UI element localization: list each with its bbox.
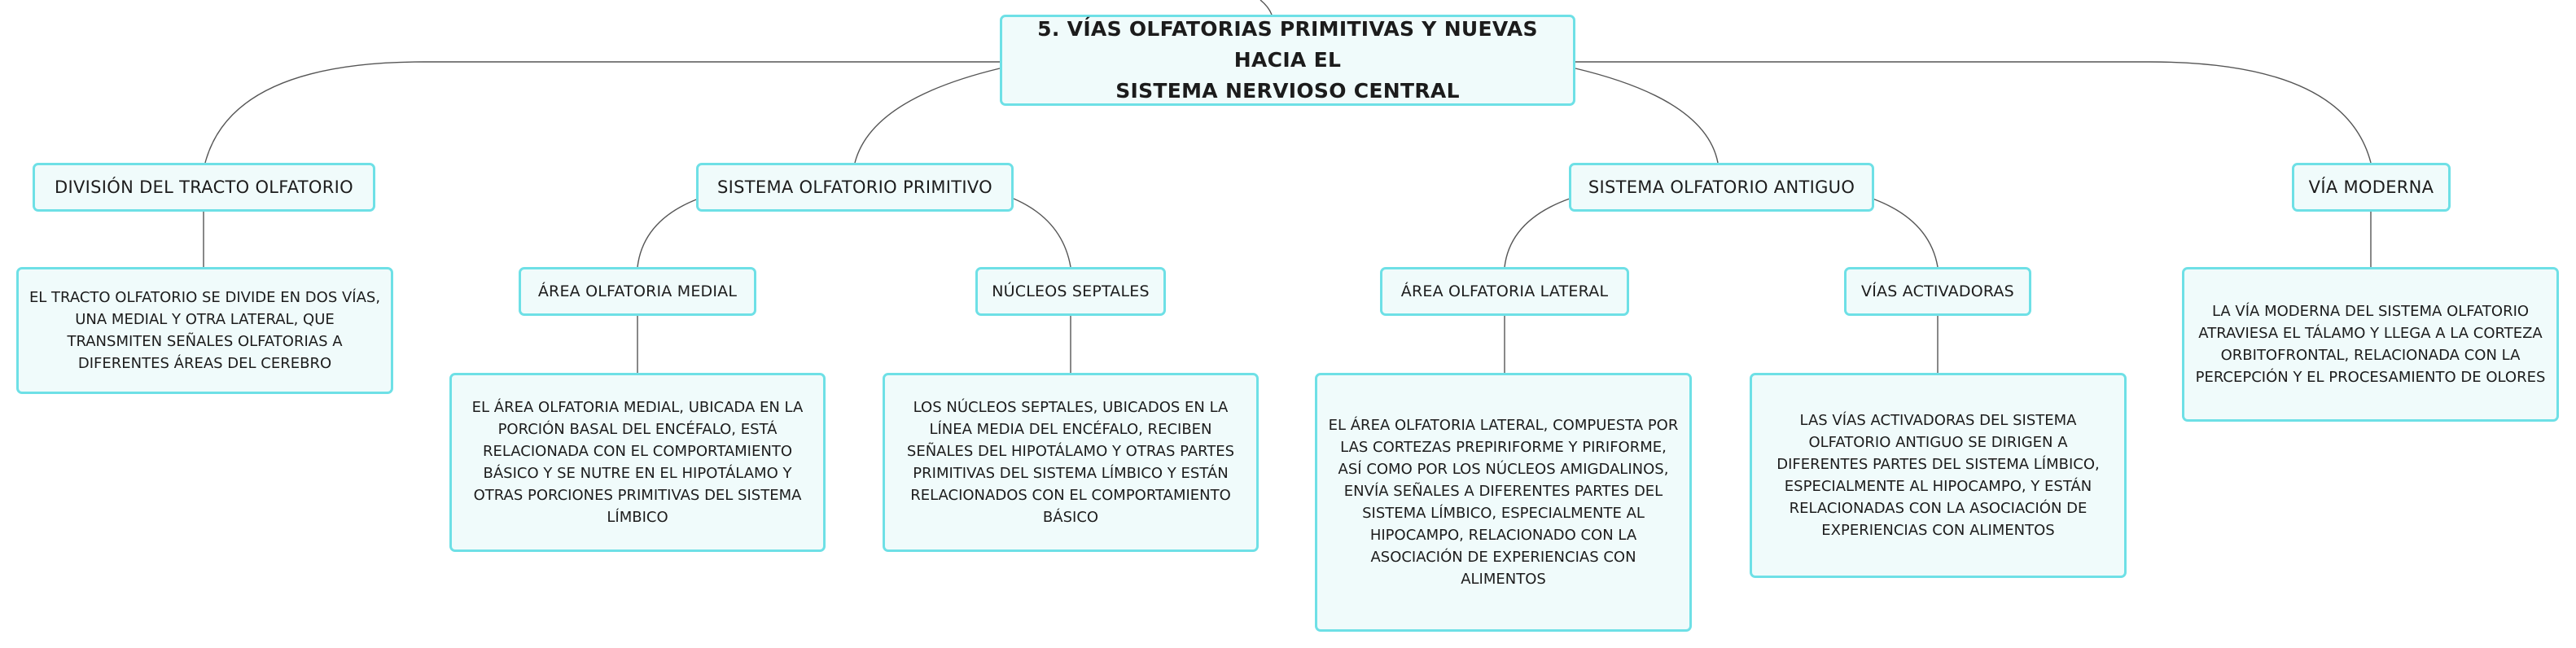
root-topic-line-1: 5. VÍAS OLFATORIAS PRIMITIVAS Y NUEVAS HACIA EL bbox=[1037, 17, 1538, 72]
description-division-tracto-olfatorio[interactable] bbox=[16, 267, 393, 394]
description-area-olfatoria-lateral[interactable] bbox=[1315, 373, 1692, 632]
topic-via-moderna[interactable] bbox=[2292, 163, 2451, 212]
connector-root-primitivo bbox=[855, 68, 1000, 163]
description-text: EL ÁREA OLFATORIA MEDIAL, UBICADA EN LA PORCIÓN BASAL DEL ENCÉFALO, ESTÁ RELACIONADA CON EL COMPORTAMIENTO BÁSICO Y SE NUTRE EN EL HIPOTÁLAMO Y OTRAS PORCIONES PRIMITIVAS DEL SISTEMA LÍMBICO bbox=[471, 399, 804, 526]
connector-root-antiguo bbox=[1575, 68, 1718, 163]
connector-primitivo-septales bbox=[1014, 199, 1071, 267]
connector-parent-root bbox=[1260, 0, 1272, 15]
connector-primitivo-medial bbox=[637, 199, 699, 267]
description-text: EL TRACTO OLFATORIO SE DIVIDE EN DOS VÍAS, UNA MEDIAL Y OTRA LATERAL, QUE TRANSMITEN SEÑALES OLFATORIAS A DIFERENTES ÁREAS DEL CEREBRO bbox=[28, 289, 381, 372]
subtopic-label: ÁREA OLFATORIA LATERAL bbox=[1400, 282, 1609, 300]
subtopic-vias-activadoras[interactable] bbox=[1844, 267, 2031, 316]
subtopic-nucleos-septales[interactable] bbox=[975, 267, 1166, 316]
topic-label: SISTEMA OLFATORIO PRIMITIVO bbox=[717, 177, 992, 197]
topic-division-tracto-olfatorio[interactable] bbox=[33, 163, 375, 212]
topic-label: VÍA MODERNA bbox=[2308, 177, 2434, 197]
description-text: LA VÍA MODERNA DEL SISTEMA OLFATORIO ATRAVIESA EL TÁLAMO Y LLEGA A LA CORTEZA ORBITOFRONTAL, RELACIONADA CON LA PERCEPCIÓN Y EL PROCESAMIENTO DE OLORES bbox=[2195, 303, 2546, 386]
connector-antiguo-activadoras bbox=[1873, 199, 1938, 267]
topic-label: SISTEMA OLFATORIO ANTIGUO bbox=[1588, 177, 1855, 197]
root-topic-node[interactable] bbox=[1000, 15, 1575, 106]
description-vias-activadoras[interactable] bbox=[1750, 373, 2127, 578]
topic-label: DIVISIÓN DEL TRACTO OLFATORIO bbox=[55, 177, 353, 197]
subtopic-area-olfatoria-lateral[interactable] bbox=[1380, 267, 1629, 316]
connector-root-moderna bbox=[1575, 62, 2371, 163]
description-text: EL ÁREA OLFATORIA LATERAL, COMPUESTA POR LAS CORTEZAS PREPIRIFORME Y PIRIFORME, ASÍ COMO POR LOS NÚCLEOS AMIGDALINOS, ENVÍA SEÑALES A DIFERENTES PARTES DEL SISTEMA LÍMBICO, ESPECIALMENTE AL HIPOCAMPO, RELACIONADO CON LA ASOCIACIÓN DE EXPERIENCIAS CON ALIMENTOS bbox=[1328, 417, 1679, 588]
root-topic-line-2: SISTEMA NERVIOSO CENTRAL bbox=[1115, 79, 1460, 103]
subtopic-label: ÁREA OLFATORIA MEDIAL bbox=[537, 282, 738, 300]
description-nucleos-septales[interactable] bbox=[883, 373, 1259, 552]
description-text: LOS NÚCLEOS SEPTALES, UBICADOS EN LA LÍNEA MEDIA DEL ENCÉFALO, RECIBEN SEÑALES DEL HIPOTÁLAMO Y OTRAS PARTES PRIMITIVAS DEL SISTEMA LÍMBICO Y ESTÁN RELACIONADOS CON EL COMPORTAMIENTO BÁSICO bbox=[906, 399, 1235, 526]
subtopic-label: VÍAS ACTIVADORAS bbox=[1861, 282, 2014, 300]
topic-sistema-olfatorio-primitivo[interactable] bbox=[696, 163, 1014, 212]
description-area-olfatoria-medial[interactable] bbox=[449, 373, 826, 552]
connector-root-division bbox=[205, 62, 1000, 163]
subtopic-label: NÚCLEOS SEPTALES bbox=[992, 282, 1150, 300]
connector-antiguo-lateral bbox=[1505, 199, 1570, 267]
topic-sistema-olfatorio-antiguo[interactable] bbox=[1569, 163, 1874, 212]
subtopic-area-olfatoria-medial[interactable] bbox=[519, 267, 756, 316]
description-via-moderna[interactable] bbox=[2182, 267, 2559, 422]
description-text: LAS VÍAS ACTIVADORAS DEL SISTEMA OLFATORIO ANTIGUO SE DIRIGEN A DIFERENTES PARTES DEL SISTEMA LÍMBICO, ESPECIALMENTE AL HIPOCAMPO, Y ESTÁN RELACIONADAS CON LA ASOCIACIÓN DE EXPERIENCIAS CON ALIMENTOS bbox=[1776, 412, 2100, 539]
